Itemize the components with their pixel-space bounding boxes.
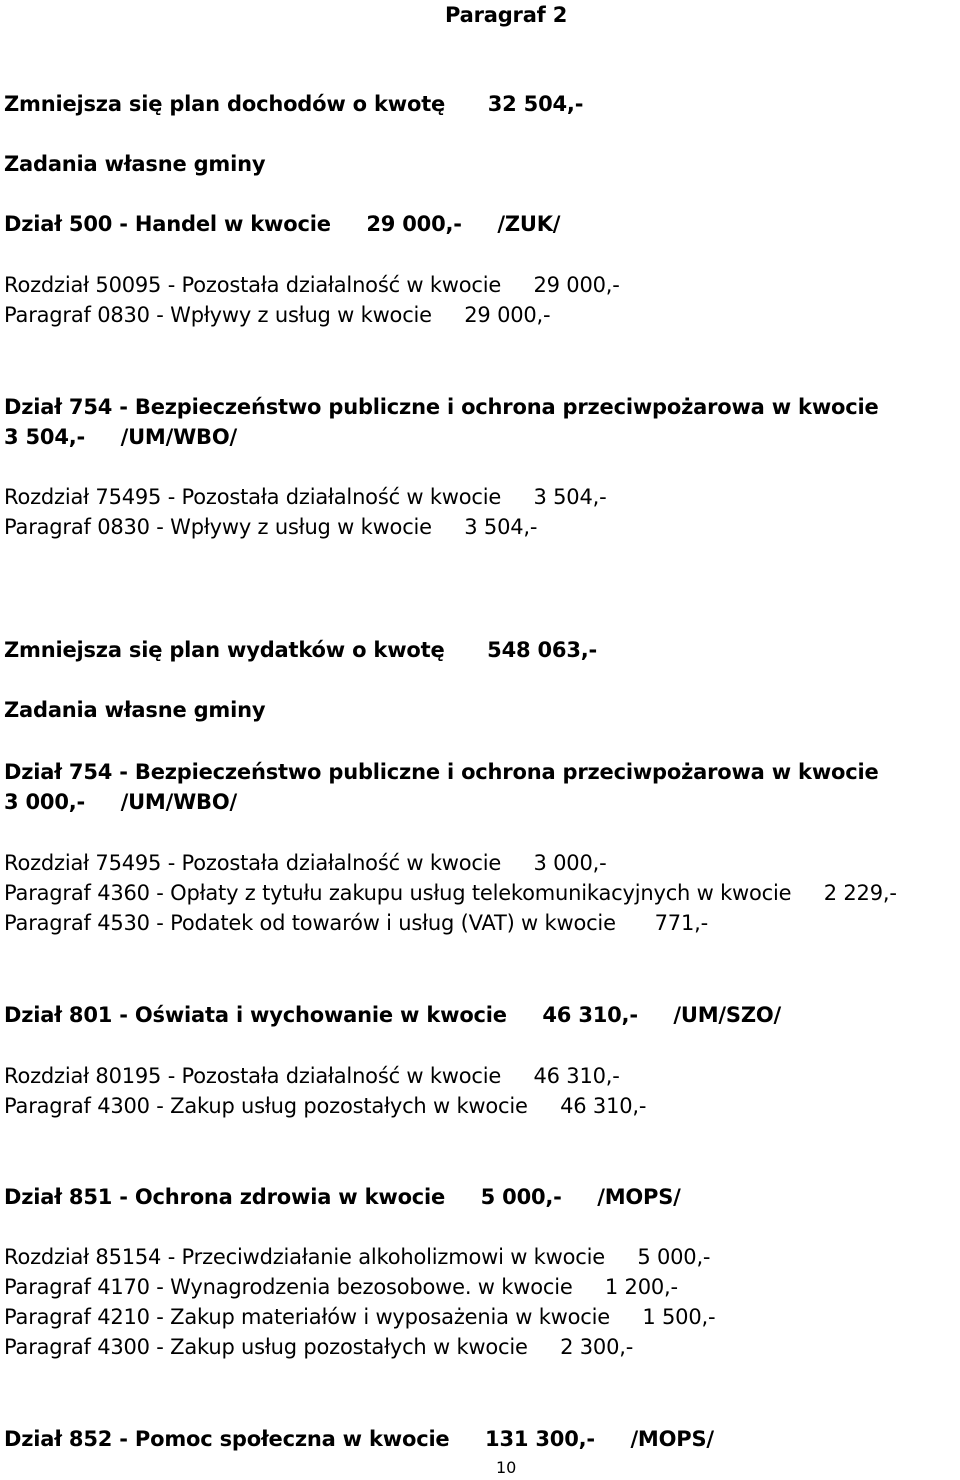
expense-own-tasks-heading: Zadania własne gminy [4, 698, 266, 722]
expense-dzial-852: Dział 852 - Pomoc społeczna w kwocie 131 300,- /MOPS/ [4, 1427, 714, 1451]
expense-rozdzial-80195: Rozdział 80195 - Pozostała działalność w kwocie 46 310,- [4, 1064, 620, 1088]
expense-dzial-754-line1: Dział 754 - Bezpieczeństwo publiczne i ochrona przeciwpożarowa w kwocie [4, 760, 879, 784]
income-dzial-754-line2: 3 504,- /UM/WBO/ [4, 425, 237, 449]
expense-paragraf-4360: Paragraf 4360 - Opłaty z tytułu zakupu usług telekomunikacyjnych w kwocie 2 229,- [4, 881, 897, 905]
expense-reduction-heading: Zmniejsza się plan wydatków o kwotę 548 063,- [4, 638, 598, 662]
expense-paragraf-4210: Paragraf 4210 - Zakup materiałów i wyposażenia w kwocie 1 500,- [4, 1305, 716, 1329]
income-rozdzial-50095: Rozdział 50095 - Pozostała działalność w kwocie 29 000,- [4, 273, 620, 297]
expense-dzial-851: Dział 851 - Ochrona zdrowia w kwocie 5 000,- /MOPS/ [4, 1185, 681, 1209]
expense-rozdzial-75495: Rozdział 75495 - Pozostała działalność w kwocie 3 000,- [4, 851, 607, 875]
page-number: 10 [496, 1458, 517, 1477]
income-dzial-500: Dział 500 - Handel w kwocie 29 000,- /ZUK/ [4, 212, 561, 236]
page-title: Paragraf 2 [445, 3, 568, 27]
expense-paragraf-4300-b: Paragraf 4300 - Zakup usług pozostałych w kwocie 2 300,- [4, 1335, 634, 1359]
expense-rozdzial-85154: Rozdział 85154 - Przeciwdziałanie alkoholizmowi w kwocie 5 000,- [4, 1245, 711, 1269]
income-reduction-heading: Zmniejsza się plan dochodów o kwotę 32 504,- [4, 92, 584, 116]
income-paragraf-0830-a: Paragraf 0830 - Wpływy z usług w kwocie 29 000,- [4, 303, 551, 327]
expense-paragraf-4170: Paragraf 4170 - Wynagrodzenia bezosobowe. w kwocie 1 200,- [4, 1275, 678, 1299]
expense-paragraf-4300-a: Paragraf 4300 - Zakup usług pozostałych w kwocie 46 310,- [4, 1094, 647, 1118]
income-rozdzial-75495: Rozdział 75495 - Pozostała działalność w kwocie 3 504,- [4, 485, 607, 509]
expense-dzial-754-line2: 3 000,- /UM/WBO/ [4, 790, 237, 814]
expense-dzial-801: Dział 801 - Oświata i wychowanie w kwocie 46 310,- /UM/SZO/ [4, 1003, 781, 1027]
expense-paragraf-4530: Paragraf 4530 - Podatek od towarów i usług (VAT) w kwocie 771,- [4, 911, 708, 935]
income-dzial-754-line1: Dział 754 - Bezpieczeństwo publiczne i ochrona przeciwpożarowa w kwocie [4, 395, 879, 419]
income-own-tasks-heading: Zadania własne gminy [4, 152, 266, 176]
income-paragraf-0830-b: Paragraf 0830 - Wpływy z usług w kwocie 3 504,- [4, 515, 538, 539]
